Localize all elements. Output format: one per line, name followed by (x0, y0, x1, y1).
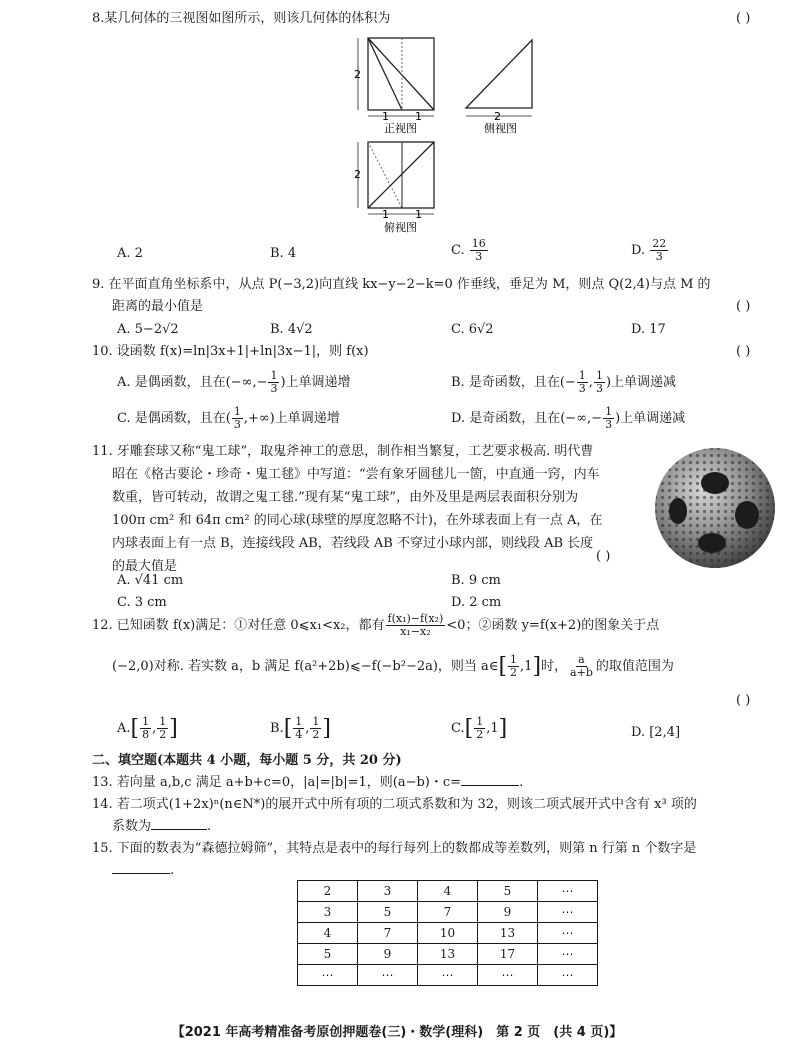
q12-line2: (−2,0)对称. 若实数 a，b 满足 f(a²+2b)⩽−f(−b²−2a)，则当 a∈[ $\frac{1}{2}$ ,1]时， $\frac{a}{a+b}$ 的取值范围为 (112, 653, 674, 679)
q9-option-a[interactable]: A. 5−2√2 (117, 322, 179, 337)
front-view (354, 38, 434, 135)
table-row (298, 944, 598, 965)
q9-option-b[interactable]: B. 4√2 (270, 322, 313, 337)
top-caption: 俯视图 (384, 221, 417, 234)
q9-line2: 距离的最小值是 (112, 299, 204, 314)
table-cell: ⋯ (418, 965, 478, 986)
table-cell: ⋯ (538, 944, 598, 965)
table-cell: 13 (418, 944, 478, 965)
top-view (354, 142, 434, 234)
table-cell: 17 (478, 944, 538, 965)
page-footer: 【2021 年高考精准备考原创押题卷(三)・数学(理科) 第 2 页 (共 4 页)】 (171, 1025, 623, 1040)
table-row (298, 881, 598, 902)
section-2-heading: 二、填空题(本题共 4 小题，每小题 5 分，共 20 分) (92, 753, 402, 768)
q11-option-b[interactable]: B. 9 cm (451, 573, 501, 588)
sundaram-sieve-table (297, 880, 598, 986)
q8-option-b[interactable]: B. 4 (270, 246, 297, 261)
q9-line1: 9. 在平面直角坐标系中，从点 P(−3,2)向直线 kx−y−2−k=0 作垂线，垂足为 M，则点 Q(2,4)与点 M 的 (92, 277, 711, 292)
q12-line1: 12. 已知函数 f(x)满足：①对任意 0⩽x₁<x₂，都有 $\frac{\text{f(x₁)−f(x₂)}}{\text{x₁−x₂}}$ <0；②函数 y=f(x+2)的图象关于点 (92, 612, 660, 638)
side-view (460, 34, 540, 144)
table-cell: 3 (298, 902, 358, 923)
table-row (298, 923, 598, 944)
q8-option-c[interactable]: C. $\frac{16}{3}$ (451, 237, 486, 263)
q11-paren: ( ) (596, 549, 611, 564)
table-cell: ⋯ (298, 965, 358, 986)
ghost-ball-image (652, 445, 778, 571)
table-cell: 13 (478, 923, 538, 944)
top-width-label-1: 1 (382, 208, 389, 221)
q11-option-c[interactable]: C. 3 cm (117, 595, 167, 610)
top-width-label-2: 1 (415, 208, 422, 221)
table-cell: ⋯ (478, 965, 538, 986)
q8-stem: 8.某几何体的三视图如图所示，则该几何体的体积为 (92, 11, 391, 26)
table-cell: 9 (478, 902, 538, 923)
table-cell: 5 (358, 902, 418, 923)
table-cell: 7 (418, 902, 478, 923)
q12-option-c[interactable]: C.[ $\frac{1}{2}$ ,1] (451, 715, 508, 741)
q12-option-d[interactable]: D. [2,4] (631, 725, 681, 740)
table-row (298, 902, 598, 923)
q13: 13. 若向量 a,b,c 满足 a+b+c=0，|a|=|b|=1，则(a−b)・c= . (92, 775, 524, 790)
table-cell: 9 (358, 944, 418, 965)
q10-option-a[interactable]: A. 是偶函数，且在(−∞,− $\frac{1}{3}$ )上单调递增 (117, 369, 351, 395)
table-cell: 5 (298, 944, 358, 965)
q14-answer-blank[interactable] (151, 829, 207, 830)
q14-line1: 14. 若二项式(1+2x)ⁿ(n∈N*)的展开式中所有项的二项式系数和为 32，则该二项式展开式中含有 x³ 项的 (92, 797, 697, 812)
table-cell: 10 (418, 923, 478, 944)
q12-option-a[interactable]: A.[ $\frac{1}{8}$ , $\frac{1}{2}$ ] (117, 715, 178, 741)
table-cell: ⋯ (538, 923, 598, 944)
front-height-label: 2 (354, 68, 361, 81)
q11-option-a[interactable]: A. √41 cm (117, 573, 184, 588)
front-width-label-1: 1 (382, 110, 389, 123)
table-cell: ⋯ (358, 965, 418, 986)
q15-answer-blank[interactable] (112, 873, 170, 874)
q13-answer-blank[interactable] (461, 785, 519, 786)
q8-option-a[interactable]: A. 2 (117, 246, 143, 261)
top-height-label: 2 (354, 168, 361, 181)
q10-stem: 10. 设函数 f(x)=ln|3x+1|+ln|3x−1|，则 f(x) (92, 344, 369, 359)
table-cell: ⋯ (538, 902, 598, 923)
q10-paren: ( ) (736, 344, 751, 359)
table-cell: 2 (298, 881, 358, 902)
table-cell: ⋯ (538, 965, 598, 986)
front-caption: 正视图 (384, 122, 417, 135)
table-cell: 4 (298, 923, 358, 944)
q10-option-b[interactable]: B. 是奇函数，且在(− $\frac{1}{3}$ , $\frac{1}{3}$ )上单调递减 (451, 369, 677, 395)
side-caption: 侧视图 (484, 122, 517, 135)
q10-option-c[interactable]: C. 是偶函数，且在( $\frac{1}{3}$ ,+∞)上单调递增 (117, 405, 340, 431)
q10-option-d[interactable]: D. 是奇函数，且在(−∞,− $\frac{1}{3}$ )上单调递减 (451, 405, 686, 431)
q9-option-d[interactable]: D. 17 (631, 322, 666, 337)
q8-option-d[interactable]: D. $\frac{22}{3}$ (631, 237, 667, 263)
q12-option-b[interactable]: B.[ $\frac{1}{4}$ , $\frac{1}{2}$ ] (270, 715, 332, 741)
q9-paren: ( ) (736, 299, 751, 314)
table-row (298, 965, 598, 986)
side-width-label: 2 (494, 110, 501, 123)
table-cell: ⋯ (538, 881, 598, 902)
q11-stem: 11. 牙雕套球又称“鬼工球”，取鬼斧神工的意思，制作相当繁复，工艺要求极高. 明代曹 昭在《格古要论・珍奇・鬼工毬》中写道：“尝有象牙圆毬儿一箇，中直通一窍，内车 数重，皆可转动，故谓之鬼工毬.”现有某“鬼工球”，由外及里是两层表面积分别为 100π cm² 和 64π cm² 的同心球(球壁的厚度忽略不计)，在外球表面上有一点 A，在 内球表面上有一点 B，连接线段 AB，若线段 AB 不穿过小球内部，则线段 AB 长度 的最大值是 (92, 444, 603, 574)
front-width-label-2: 1 (415, 110, 422, 123)
table-cell: 5 (478, 881, 538, 902)
table-cell: 4 (418, 881, 478, 902)
q14-line2: 系数为 . (112, 819, 212, 834)
q9-option-c[interactable]: C. 6√2 (451, 322, 494, 337)
q12-paren: ( ) (736, 693, 751, 708)
q11-option-d[interactable]: D. 2 cm (451, 595, 502, 610)
q8-paren: ( ) (736, 11, 751, 26)
table-cell: 3 (358, 881, 418, 902)
table-cell: 7 (358, 923, 418, 944)
q15-line2: . (112, 860, 174, 881)
q15-line1: 15. 下面的数表为“森德拉姆筛”，其特点是表中的每行每列上的数都成等差数列，则第 n 行第 n 个数字是 (92, 841, 697, 856)
